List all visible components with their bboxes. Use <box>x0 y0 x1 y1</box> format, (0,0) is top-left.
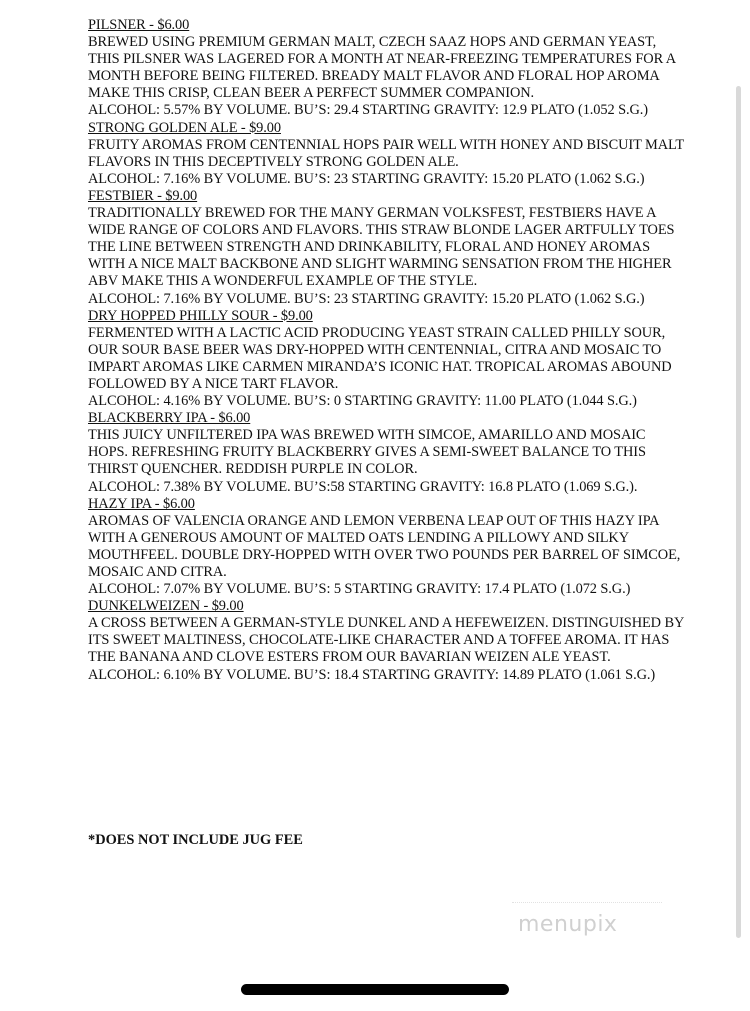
beer-description: TRADITIONALLY BREWED FOR THE MANY GERMAN VOLKSFEST, FESTBIERS HAVE A WIDE RANGE OF COLORS AND FLAVORS. THIS STRAW BLONDE LAGER ARTFULLY TOES THE LINE BETWEEN STRENGTH AND DRINKABILITY, FLORAL AND HONEY AROMAS WITH A NICE MALT BACKBONE AND SLIGHT WARMING SENSATION FROM THE HIGHER ABV MAKE THIS A WONDERFUL EXAMPLE OF THE STYLE. <box>88 205 675 290</box>
beer-stats: ALCOHOL: 7.16% BY VOLUME. BU’S: 23 STARTING GRAVITY: 15.20 PLATO (1.062 S.G.) <box>88 290 645 307</box>
beer-stats: ALCOHOL: 5.57% BY VOLUME. BU’S: 29.4 STARTING GRAVITY: 12.9 PLATO (1.052 S.G.) <box>88 102 648 119</box>
beer-item-dry-hopped-philly-sour <box>88 308 688 411</box>
watermark-divider <box>512 902 662 903</box>
home-indicator-bar[interactable] <box>241 984 509 995</box>
beer-item-hazy-ipa <box>88 496 688 599</box>
beer-description: FRUITY AROMAS FROM CENTENNIAL HOPS PAIR WELL WITH HONEY AND BISCUIT MALT FLAVORS IN THIS DECEPTIVELY STRONG GOLDEN ALE. <box>88 136 684 170</box>
beer-item-festbier <box>88 188 688 308</box>
beer-description: AROMAS OF VALENCIA ORANGE AND LEMON VERBENA LEAP OUT OF THIS HAZY IPA WITH A GENEROUS AMOUNT OF MALTED OATS LENDING A PILLOWY AND SILKY MOUTHFEEL. DOUBLE DRY-HOPPED WITH OVER TWO POUNDS PER BARREL OF SIMCOE, MOSAIC AND CITRA. <box>88 512 681 580</box>
vertical-scrollbar[interactable] <box>736 86 741 938</box>
beer-item-blackberry-ipa <box>88 410 688 495</box>
menupix-watermark: menupix <box>518 912 618 937</box>
beer-stats: ALCOHOL: 7.16% BY VOLUME. BU’S: 23 STARTING GRAVITY: 15.20 PLATO (1.062 S.G.) <box>88 170 645 187</box>
beer-description: A CROSS BETWEEN A GERMAN-STYLE DUNKEL AND A HEFEWEIZEN. DISTINGUISHED BY ITS SWEET MALTINESS, CHOCOLATE-LIKE CHARACTER AND A TOFFEE AROMA. IT HAS THE BANANA AND CLOVE ESTERS FROM OUR BAVARIAN WEIZEN ALE YEAST. <box>88 615 684 666</box>
beer-item-pilsner <box>88 17 688 120</box>
beer-name: STRONG GOLDEN ALE - $9.00 <box>88 119 281 136</box>
beer-name: DRY HOPPED PHILLY SOUR - $9.00 <box>88 307 313 324</box>
beer-item-strong-golden-ale <box>88 120 688 188</box>
beer-name: FESTBIER - $9.00 <box>88 187 198 204</box>
jug-fee-footnote: *DOES NOT INCLUDE JUG FEE <box>88 832 303 848</box>
beer-name: PILSNER - $6.00 <box>88 17 190 33</box>
beer-menu <box>88 17 688 684</box>
beer-name: BLACKBERRY IPA - $6.00 <box>88 410 251 427</box>
beer-description: BREWED USING PREMIUM GERMAN MALT, CZECH SAAZ HOPS AND GERMAN YEAST, THIS PILSNER WAS LAGERED FOR A MONTH AT NEAR-FREEZING TEMPERATURES FOR A MONTH BEFORE BEING FILTERED. BREADY MALT FLAVOR AND FLORAL HOP AROMA MAKE THIS CRISP, CLEAN BEER A PERFECT SUMMER COMPANION. <box>88 34 676 102</box>
beer-name: DUNKELWEIZEN - $9.00 <box>88 598 244 615</box>
beer-stats: ALCOHOL: 7.07% BY VOLUME. BU’S: 5 STARTING GRAVITY: 17.4 PLATO (1.072 S.G.) <box>88 581 631 598</box>
beer-name: HAZY IPA - $6.00 <box>88 495 195 512</box>
beer-item-dunkelweizen <box>88 598 688 683</box>
beer-description: FERMENTED WITH A LACTIC ACID PRODUCING YEAST STRAIN CALLED PHILLY SOUR, OUR SOUR BASE BEER WAS DRY-HOPPED WITH CENTENNIAL, CITRA AND MOSAIC TO IMPART AROMAS LIKE CARMEN MIRANDA’S ICONIC HAT. TROPICAL AROMAS ABOUND FOLLOWED BY A NICE TART FLAVOR. <box>88 324 672 392</box>
beer-stats: ALCOHOL: 4.16% BY VOLUME. BU’S: 0 STARTING GRAVITY: 11.00 PLATO (1.044 S.G.) <box>88 393 637 410</box>
beer-description: THIS JUICY UNFILTERED IPA WAS BREWED WITH SIMCOE, AMARILLO AND MOSAIC HOPS. REFRESHING FRUITY BLACKBERRY GIVES A SEMI-SWEET BALANCE TO THIS THIRST QUENCHER. REDDISH PURPLE IN COLOR. <box>88 427 646 478</box>
beer-stats: ALCOHOL: 6.10% BY VOLUME. BU’S: 18.4 STARTING GRAVITY: 14.89 PLATO (1.061 S.G.) <box>88 666 656 683</box>
beer-stats: ALCOHOL: 7.38% BY VOLUME. BU’S:58 STARTING GRAVITY: 16.8 PLATO (1.069 S.G.). <box>88 478 638 495</box>
